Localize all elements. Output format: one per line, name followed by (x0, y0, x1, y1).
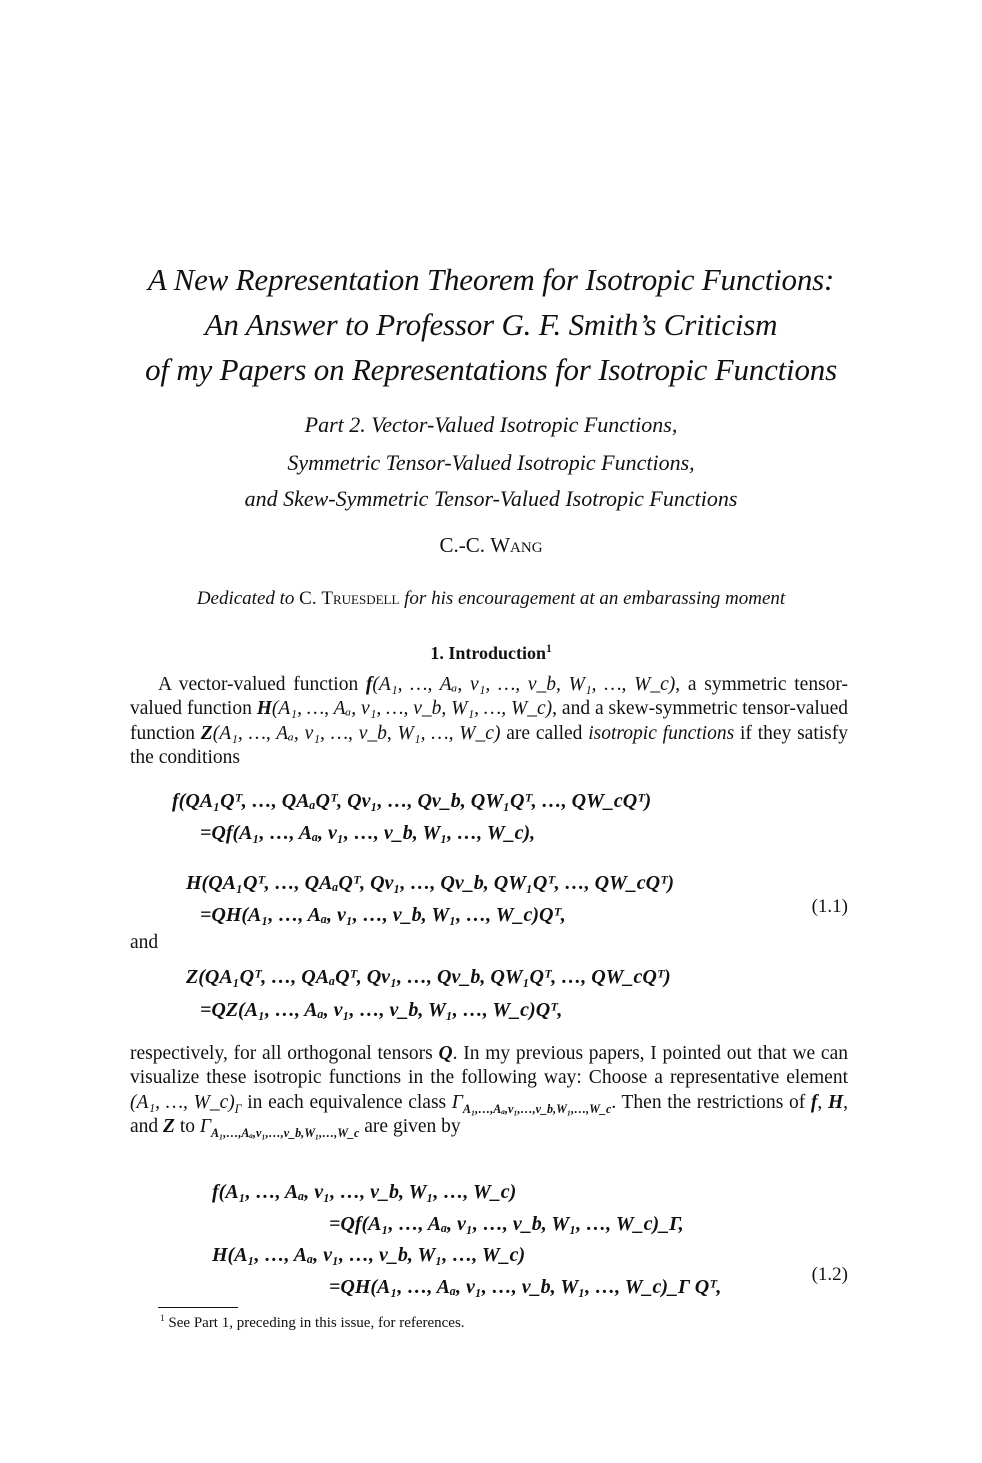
author-initials: C.-C. (439, 533, 491, 557)
gamma-subscript: Γ (234, 1101, 242, 1116)
symbol-Z: Z (200, 722, 213, 744)
subtitle-line-3: and Skew-Symmetric Tensor-Valued Isotropic Functions (244, 486, 738, 511)
separator: , (817, 1091, 828, 1113)
paragraph-text: in each equivalence class (241, 1091, 452, 1113)
equation-Z-rhs: =QZ(A₁, …, Aₐ, v₁, …, v_b, W₁, …, W_c)Qᵀ, (200, 999, 563, 1021)
footnote-rule (158, 1307, 238, 1308)
gamma-subscript: A₁,…,Aₐ,v₁,…,v_b,W₁,…,W_c (210, 1125, 360, 1140)
symbol-f: f (810, 1091, 818, 1113)
equation-Z-lhs: Z(QA₁Qᵀ, …, QAₐQᵀ, Qv₁, …, Qv_b, QW₁Qᵀ, …, QW_cQᵀ) (186, 966, 671, 988)
symbol-gamma: Γ (199, 1115, 211, 1137)
symbol-Q: Q (438, 1043, 453, 1064)
symbol-Z: Z (163, 1115, 175, 1137)
author (0, 533, 982, 558)
intro-text: A vector-valued function (158, 674, 366, 695)
author-surname: Wang (490, 533, 543, 557)
function-args: (A₁, …, Aₐ, v₁, …, v_b, W₁, …, W_c) (271, 698, 553, 720)
footnote-number: 1 (160, 1314, 165, 1324)
intro-text: are called (500, 722, 589, 744)
equation-number-1-2: (1.2) (811, 1264, 848, 1285)
emphasis-isotropic-functions: isotropic functions (588, 722, 735, 744)
equation-f-rhs: =Qf(A₁, …, Aₐ, v₁, …, v_b, W₁, …, W_c), (200, 822, 536, 844)
equation-1-2-f-rhs: =Qf(A₁, …, Aₐ, v₁, …, v_b, W₁, …, W_c)_Γ, (329, 1213, 684, 1235)
intro-text: , a symmetric tensor-valued function (130, 674, 849, 720)
symbol-gamma: Γ (451, 1091, 463, 1113)
paragraph-text: . Then the restrictions of (611, 1091, 811, 1113)
separator: , and (130, 1091, 848, 1137)
dedication-prefix: Dedicated to (196, 588, 295, 609)
second-paragraph (130, 1042, 848, 1139)
paragraph-text: to (174, 1115, 200, 1137)
symbol-H: H (827, 1091, 844, 1113)
subtitle-line-2: Symmetric Tensor-Valued Isotropic Functions, (287, 450, 695, 475)
equation-H-rhs: =QH(A₁, …, Aₐ, v₁, …, v_b, W₁, …, W_c)Qᵀ, (200, 904, 566, 926)
footnote (160, 1315, 465, 1332)
section-title: Introduction (448, 643, 547, 663)
equation-1-2-H-rhs: =QH(A₁, …, Aₐ, v₁, …, v_b, W₁, …, W_c)_Γ Qᵀ, (329, 1276, 722, 1298)
symbol-f: f (365, 674, 373, 695)
section-heading (0, 643, 982, 664)
intro-text: if they satisfy the conditions (130, 722, 848, 768)
dedication-initial: C. (294, 588, 322, 609)
paragraph-text: . In my previous papers, I pointed out that we can visualize these isotropic functions in the following way: Choose a representative element (130, 1043, 848, 1089)
intro-text: , and a skew-symmetric tensor-valued function (130, 698, 848, 744)
equation-1-2-f-lhs: f(A₁, …, Aₐ, v₁, …, v_b, W₁, …, W_c) (212, 1181, 517, 1203)
paper-title-line-1: A New Representation Theorem for Isotropic Functions: (147, 262, 835, 297)
paper-title-line-3: of my Papers on Representations for Isotropic Functions (145, 352, 837, 387)
footnote-marker: 1 (546, 643, 552, 655)
subtitle-line-1: Part 2. Vector-Valued Isotropic Functions, (304, 412, 678, 437)
equation-number-1-1: (1.1) (811, 896, 848, 917)
dedication-name: Truesdell (321, 588, 400, 609)
function-args: (A₁, …, Aₐ, v₁, …, v_b, W₁, …, W_c) (212, 722, 501, 744)
section-number: 1. (430, 643, 444, 663)
paper-title-line-2: An Answer to Professor G. F. Smith’s Criticism (204, 307, 778, 342)
equation-1-2-H-lhs: H(A₁, …, Aₐ, v₁, …, v_b, W₁, …, W_c) (212, 1244, 526, 1266)
dedication-suffix: for his encouragement at an embarassing moment (399, 588, 786, 609)
paragraph-text: are given by (359, 1115, 461, 1137)
function-args: (A₁, …, Aₐ, v₁, …, v_b, W₁, …, W_c) (372, 674, 676, 695)
equation-f-lhs: f(QA₁Qᵀ, …, QAₐQᵀ, Qv₁, …, Qv_b, QW₁Qᵀ, …, QW_cQᵀ) (172, 790, 652, 812)
and-label: and (130, 932, 159, 953)
gamma-subscript: A₁,…,Aₐ,v₁,…,v_b,W₁,…,W_c (462, 1101, 612, 1116)
equation-H-lhs: H(QA₁Qᵀ, …, QAₐQᵀ, Qv₁, …, Qv_b, QW₁Qᵀ, …, QW_cQᵀ) (186, 872, 674, 894)
dedication (0, 588, 982, 610)
representative-element: (A₁, …, W_c) (130, 1091, 235, 1113)
symbol-H: H (256, 698, 272, 720)
paragraph-text: respectively, for all orthogonal tensors (130, 1043, 439, 1064)
intro-paragraph (130, 673, 848, 770)
footnote-text: See Part 1, preceding in this issue, for references. (164, 1315, 465, 1331)
